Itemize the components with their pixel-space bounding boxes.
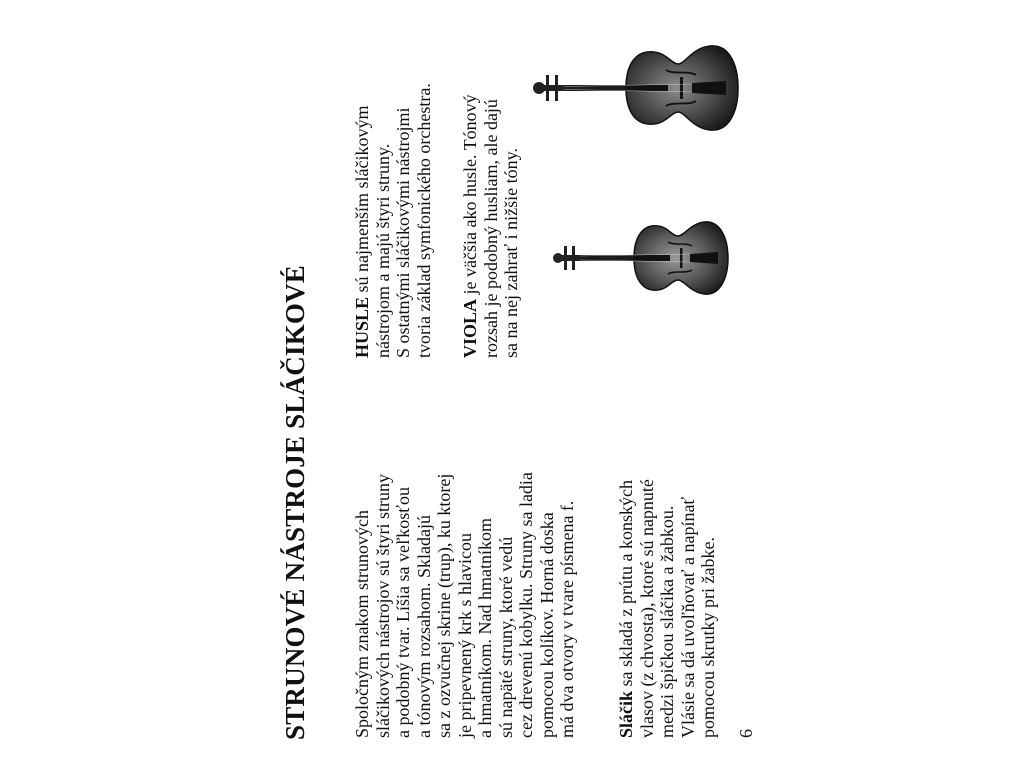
page-number: 6 (736, 729, 756, 738)
bow-description: sa skladá z prútu a konských vlasov (z chvosta), ktoré sú napnuté medzi špičkou sláčika a žabkou. Vlásie sa dá uvoľňovať a napínať pomocou skrutky pri žabke. (616, 479, 718, 738)
violin-term: HUSLE (352, 296, 372, 358)
page-title: STRUNOVÉ NÁSTROJE SLÁČIKOVÉ (280, 265, 310, 740)
intro-paragraph: Spoločným znakom strunových sláčikových nástrojov sú štyri struny a podobný tvar. Líšia sa veľkosťou a tónovým rozsahom. Skladajú sa z ozvučnej skrine (trup), ku ktorej je pripevnený krk s hlavicou a hmatníkom. Nad hmatníkom sú napäté struny, ktoré vedú cez drevenú kobylku. Struny sa ladia pomocou kolíkov. Horná doska má dva otvory v tvare písmena f. (352, 472, 577, 738)
bow-term: Sláčik (616, 690, 636, 738)
viola-term: VIOLA (460, 298, 480, 358)
violin-illustration (530, 18, 740, 158)
book-page (152, 0, 872, 768)
viola-description: je väčšia ako husle. Tónový rozsah je podobný husliam, ale dajú sa na nej zahrať i nižšie tóny. (460, 94, 521, 358)
viola-illustration (550, 198, 730, 318)
violin-description: sú najmenším sláčikovým nástrojom a majú štyri struny. S ostatnými sláčikovými nástrojmi tvoria základ symfonického orchestra. (352, 83, 434, 358)
violin-paragraph (352, 0, 434, 358)
viola-paragraph (460, 0, 522, 358)
bow-paragraph (616, 378, 719, 738)
